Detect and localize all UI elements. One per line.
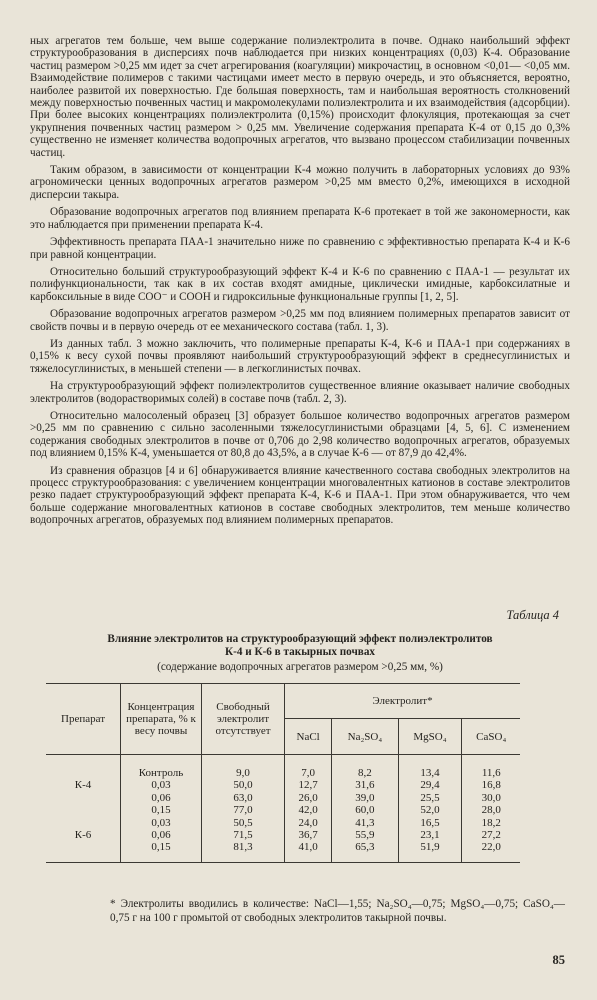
paragraph: Эффективность препарата ПАА-1 значительно ниже по сравнению с эффективностью препарата К-4 и К-6 при равной концентрации. bbox=[30, 236, 570, 261]
paragraph: Относительно больший структурообразующий эффект К-4 и К-6 по сравнению с ПАА-1 — результат их полифункциональности, так как в их состав входят амидные, циклически имидные, карбоксилатные и карбоксильные в виде СОО⁻ и СООН и гидроксильные функциональные группы [1, 2, 5]. bbox=[30, 265, 570, 303]
table-row bbox=[46, 804, 520, 816]
cell-value: 30,0 bbox=[462, 792, 520, 804]
header-no-electrolyte: Свободный электролит отсутствует bbox=[202, 684, 285, 755]
cell-value: 55,9 bbox=[332, 829, 398, 841]
cell-value: 63,0 bbox=[202, 792, 285, 804]
cell-preparat bbox=[46, 841, 121, 862]
cell-value: 11,6 bbox=[462, 755, 520, 780]
cell-value: 77,0 bbox=[202, 804, 285, 816]
table-title-line: К-4 и К-6 в такырных почвах bbox=[224, 646, 376, 658]
cell-preparat: К-6 bbox=[46, 829, 121, 841]
cell-value: 8,2 bbox=[332, 755, 398, 780]
cell-value: 18,2 bbox=[462, 817, 520, 829]
cell-value: 36,7 bbox=[285, 829, 332, 841]
paragraph: Из данных табл. 3 можно заключить, что полимерные препараты К-4, К-6 и ПАА-1 при содержаниях в 0,15% к весу сухой почвы проявляют наибольший структурообразующий эффект в среднесуглинистых и тяжелосуглинистых, в меньшей степени — в легкоглинистых почвах. bbox=[30, 337, 570, 375]
header-concentration: Концентрация препарата, % к весу почвы bbox=[121, 684, 202, 755]
cell-value: 51,9 bbox=[398, 841, 462, 862]
cell-preparat bbox=[46, 792, 121, 804]
table-row bbox=[46, 755, 520, 780]
table-footnote: * Электролиты вводились в количестве: NaCl—1,55; Na₂SO₄—0,75; MgSO₄—0,75; CaSO₄—0,75 г на 100 г промытой от свободных электролитов такырной почвы. bbox=[110, 898, 565, 924]
cell-value: 81,3 bbox=[202, 841, 285, 862]
cell-value: 27,2 bbox=[462, 829, 520, 841]
cell-concentration: 0,03 bbox=[121, 779, 202, 791]
cell-value: 60,0 bbox=[332, 804, 398, 816]
cell-value: 22,0 bbox=[462, 841, 520, 862]
cell-value: 42,0 bbox=[285, 804, 332, 816]
header-preparat: Препарат bbox=[46, 684, 121, 755]
paragraph: Относительно малосоленый образец [3] образует большое количество водопрочных агрегатов размером >0,25 мм по сравнению с сильно засоленными тяжелосуглинистыми образцами [4, 5, 6]. С изменением содержания свободных электролитов в почве от 0,706 до 2,98 количество водопрочных агрегатов, образуемых под влиянием 0,15% К-4, уменьшается от 80,8 до 43,5%, а в случае К-6 — от 87,9 до 42,4%. bbox=[30, 409, 570, 460]
cell-value: 29,4 bbox=[398, 779, 462, 791]
paragraph: Из сравнения образцов [4 и 6] обнаруживается влияние качественного состава свободных электролитов на процесс структурообразования: с увеличением концентрации многовалентных катионов в составе электролитов резко падает структурообразующий эффект препарата К-4, К-6 и ПАА-1. При этом обнаруживается, что чем больше содержание многовалентных катионов в составе свободных электролитов, тем меньше количество водопрочных агрегатов, образуемых под влиянием полимерных препаратов. bbox=[30, 464, 570, 527]
data-table bbox=[46, 683, 520, 863]
paragraph: Образование водопрочных агрегатов под влиянием препарата К-6 протекает в той же закономерности, как это наблюдается при применении препарата К-4. bbox=[30, 206, 570, 231]
cell-value: 41,3 bbox=[332, 817, 398, 829]
cell-value: 7,0 bbox=[285, 755, 332, 780]
paragraph: Образование водопрочных агрегатов размером >0,25 мм под влиянием полимерных препаратов зависит от свойств почвы и в первую очередь от ее механического состава (табл. 1, 3). bbox=[30, 308, 570, 333]
cell-value: 31,6 bbox=[332, 779, 398, 791]
cell-value: 50,0 bbox=[202, 779, 285, 791]
cell-concentration: 0,15 bbox=[121, 804, 202, 816]
cell-value: 24,0 bbox=[285, 817, 332, 829]
table-number: Таблица 4 bbox=[506, 608, 559, 622]
cell-value: 26,0 bbox=[285, 792, 332, 804]
cell-value: 52,0 bbox=[398, 804, 462, 816]
cell-concentration: 0,06 bbox=[121, 829, 202, 841]
table-row bbox=[46, 841, 520, 862]
table-subtitle: (содержание водопрочных агрегатов размером >0,25 мм, %) bbox=[157, 661, 443, 673]
cell-value: 71,5 bbox=[202, 829, 285, 841]
cell-value: 12,7 bbox=[285, 779, 332, 791]
cell-value: 16,5 bbox=[398, 817, 462, 829]
paragraph: На структурообразующий эффект полиэлектролитов существенное влияние оказывает наличие свободных электролитов (водорастворимых солей) в составе почв (табл. 2, 3). bbox=[30, 380, 570, 405]
cell-preparat bbox=[46, 755, 121, 780]
cell-value: 13,4 bbox=[398, 755, 462, 780]
cell-value: 16,8 bbox=[462, 779, 520, 791]
cell-preparat bbox=[46, 804, 121, 816]
body-text bbox=[30, 35, 570, 532]
table-title-line: Влияние электролитов на структурообразующий эффект полиэлектролитов bbox=[107, 633, 493, 645]
table-row bbox=[46, 792, 520, 804]
cell-preparat bbox=[46, 817, 121, 829]
cell-value: 39,0 bbox=[332, 792, 398, 804]
paragraph: Таким образом, в зависимости от концентрации К-4 можно получить в лабораторных условиях до 93% агрономически ценных водопрочных агрегатов размером >0,25 мм вместо 0,2%, имеющихся в исходной дисперсии такыра. bbox=[30, 164, 570, 201]
header-electrolyte: MgSO₄ bbox=[398, 719, 462, 755]
cell-concentration: 0,03 bbox=[121, 817, 202, 829]
header-electrolyte: CaSO₄ bbox=[462, 719, 520, 755]
table-row bbox=[46, 829, 520, 841]
cell-value: 50,5 bbox=[202, 817, 285, 829]
cell-preparat: К-4 bbox=[46, 779, 121, 791]
cell-concentration: 0,06 bbox=[121, 792, 202, 804]
cell-value: 41,0 bbox=[285, 841, 332, 862]
cell-value: 65,3 bbox=[332, 841, 398, 862]
header-electrolyte: Na₂SO₄ bbox=[332, 719, 398, 755]
header-electrolyte-group: Электролит* bbox=[285, 684, 521, 719]
cell-value: 9,0 bbox=[202, 755, 285, 780]
table-row bbox=[46, 779, 520, 791]
cell-concentration: Контроль bbox=[121, 755, 202, 780]
paragraph: ных агрегатов тем больше, чем выше содержание полиэлектролита в почве. Однако наибольший эффект структурообразования в дисперсиях почв наблюдается при низких концентрациях (0,03) К-4. Образование частиц размером >0,25 мм идет за счет агрегирования (коагуляции) микрочастиц, в основном <0,01— <0,05 мм. Взаимодействие полимеров с такими частицами имеет место в первую очередь, и это объясняется, вероятно, наиболее развитой их поверхностью. Где большая поверхность, там и наибольшая вероятность столкновений между поверхностью почвенных частиц и макромолекулами полиэлектролита и их взаимодействия (адсорбции). При более высоких концентрациях полиэлектролита (0,15%) происходит флокуляция, протекающая за счет укрупнения почвенных частиц размером > 0,25 мм. Увеличение содержания препарата К-4 от 0,15 до 0,3% существенно не изменяет количества водопрочных агрегатов, что вызвано процессом стабилизации почвенных частиц. bbox=[30, 35, 570, 159]
cell-value: 28,0 bbox=[462, 804, 520, 816]
cell-value: 23,1 bbox=[398, 829, 462, 841]
table-title bbox=[30, 633, 570, 659]
table-row bbox=[46, 817, 520, 829]
page-number: 85 bbox=[552, 953, 565, 967]
cell-concentration: 0,15 bbox=[121, 841, 202, 862]
header-electrolyte: NaCl bbox=[285, 719, 332, 755]
cell-value: 25,5 bbox=[398, 792, 462, 804]
